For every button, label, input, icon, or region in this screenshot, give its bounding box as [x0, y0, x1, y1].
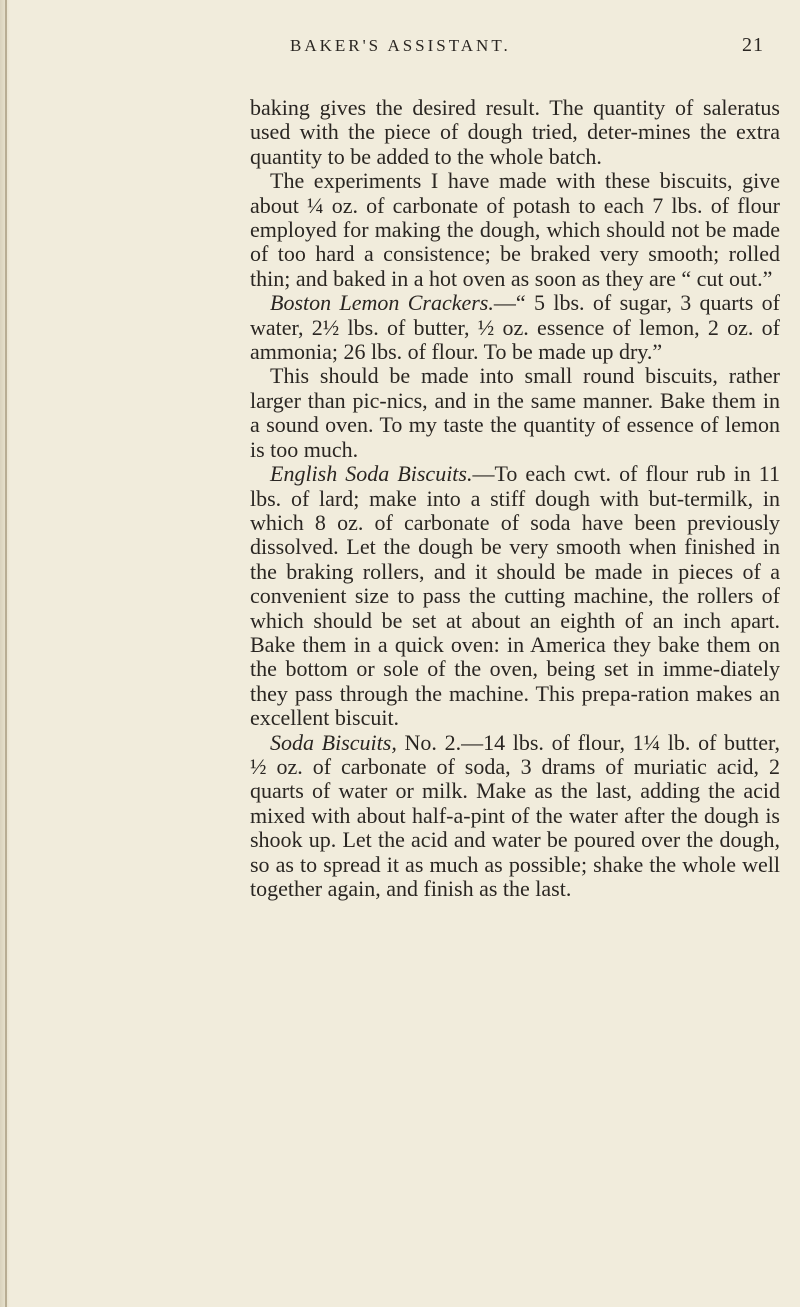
page-number: 21 [742, 34, 764, 56]
page-header [250, 30, 790, 64]
running-head-title: BAKER'S ASSISTANT. [290, 36, 511, 55]
body-text [250, 96, 780, 901]
paragraph-text: The experiments I have made with these biscuits, give about ¼ oz. of carbonate of potash to each 7 lbs. of flour employed for making the dough, which should not be made of too hard a consistence; be braked very smooth; rolled thin; and baked in a hot oven as soon as they are “ cut out.” [250, 168, 780, 291]
paragraph [250, 96, 780, 169]
paragraph [250, 731, 780, 902]
paragraph-text: baking gives the desired result. The quantity of saleratus used with the piece of dough tried, deter-mines the extra quantity to be added to the whole batch. [250, 95, 780, 169]
paragraph-text: —To each cwt. of flour rub in 11 lbs. of lard; make into a stiff dough with but-termilk, in which 8 oz. of carbonate of soda have been previously dissolved. Let the dough be very smooth when finished in the braking rollers, and it should be made in pieces of a convenient size to pass the cutting machine, the rollers of which should be set at about an eighth of an inch apart. Bake them in a quick oven: in America they bake them on the bottom or sole of the oven, being set in imme-diately they pass through the machine. This prepa-ration makes an excellent biscuit. [250, 461, 780, 731]
paragraph-text: —“ 5 lbs. of sugar, 3 quarts of water, 2½ lbs. of butter, ½ oz. essence of lemon, 2 oz. of ammonia; 26 lbs. of flour. To be made up dry.” [250, 290, 780, 365]
recipe-title-soda-biscuits: Soda Biscuits, [270, 729, 397, 755]
paragraph [250, 169, 780, 291]
paragraph-text: This should be made into small round biscuits, rather larger than pic-nics, and in the same manner. Bake them in a sound oven. To my taste the quantity of essence of lemon is too much. [250, 363, 780, 462]
paragraph [250, 291, 780, 364]
paragraph [250, 364, 780, 462]
recipe-title-english-soda-biscuits: English Soda Biscuits. [270, 461, 473, 487]
paragraph-text: No. 2.—14 lbs. of flour, 1¼ lb. of butter, ½ oz. of carbonate of soda, 3 drams of muriatic acid, 2 quarts of water or milk. Make as the last, adding the acid mixed with about half-a-pint of the water after the dough is shook up. Let the acid and water be poured over the dough, so as to spread it as much as possible; shake the whole well together again, and finish as the last. [250, 729, 780, 901]
running-head [250, 30, 790, 64]
paragraph [250, 462, 780, 730]
recipe-title-boston-lemon-crackers: Boston Lemon Crackers. [270, 290, 494, 316]
page-spine-line [5, 0, 7, 1307]
